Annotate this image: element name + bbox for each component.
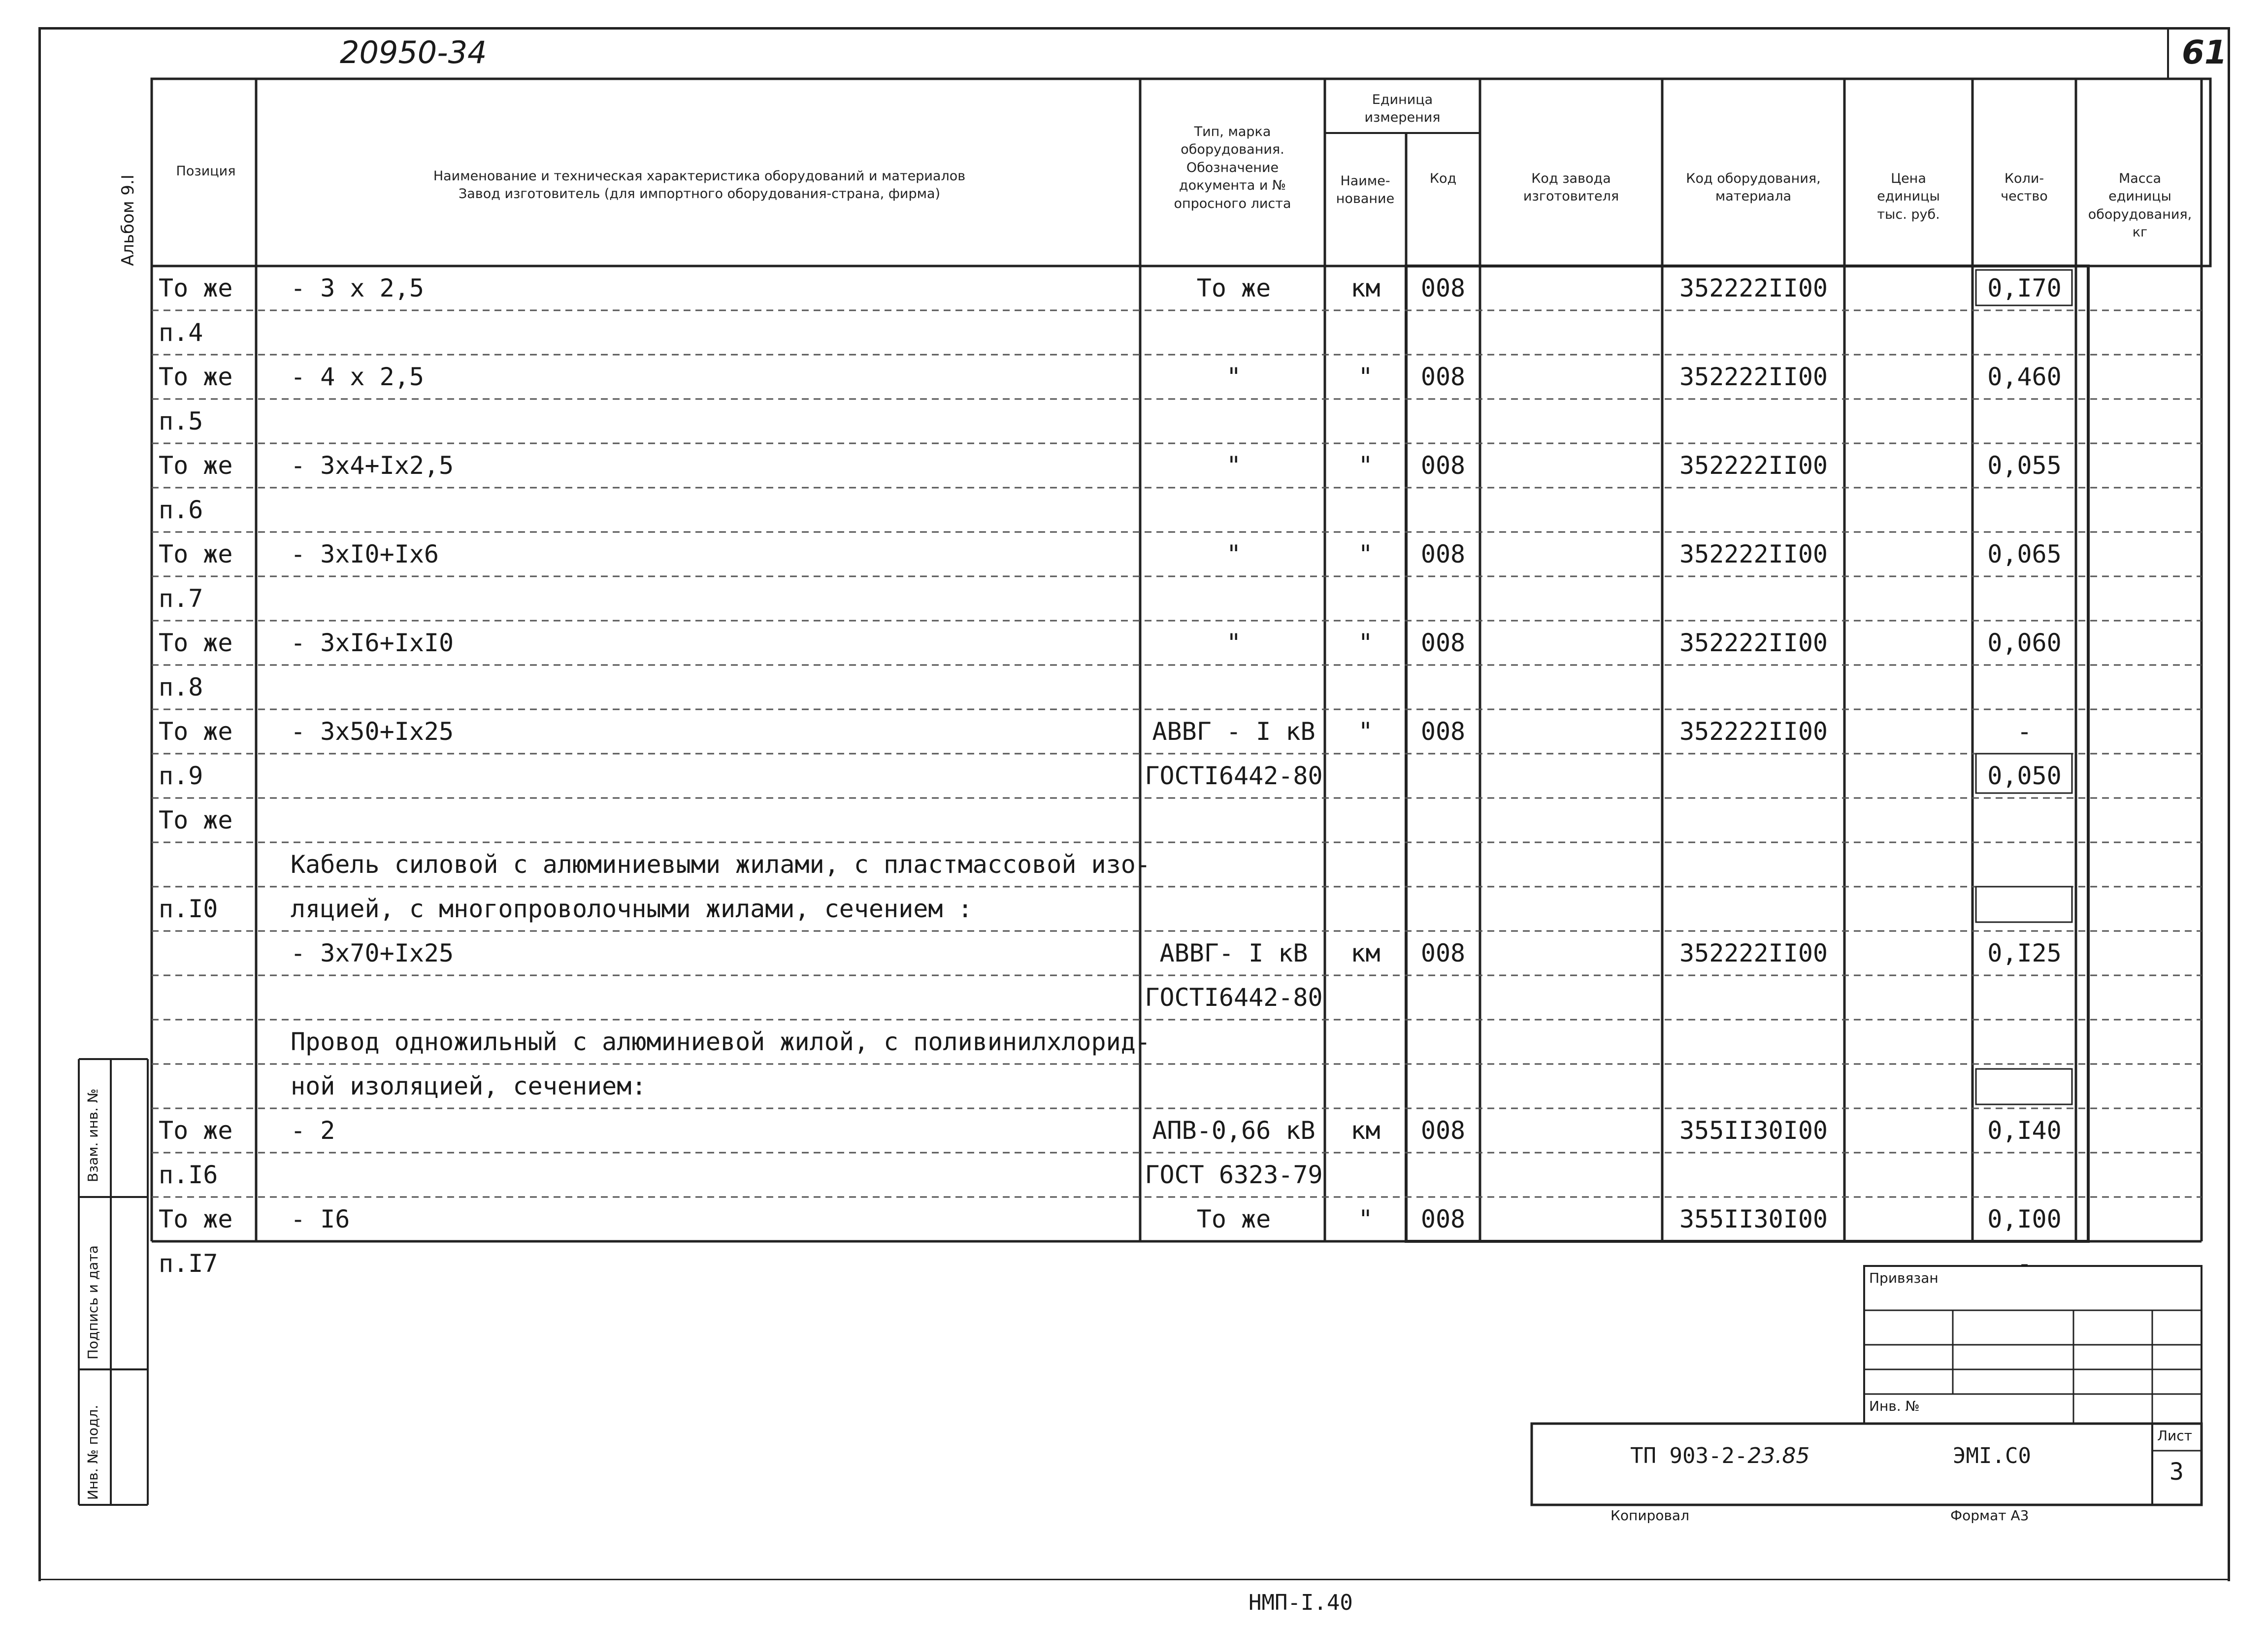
cell-name: - 2	[291, 1116, 335, 1145]
side-label-signature-date: Подпись и дата	[85, 1245, 101, 1360]
cell-unit: "	[1358, 451, 1373, 480]
cell-quantity: 0,065	[1987, 540, 2062, 568]
cell-type: АПВ-0,66 кВ	[1152, 1116, 1315, 1145]
cell-unit: "	[1358, 717, 1373, 746]
cell-quantity: 0,I40	[1987, 1116, 2062, 1145]
cell-position: То же	[159, 1205, 233, 1233]
cell-type: "	[1226, 451, 1242, 480]
cell-name: ляцией, с многопроволочными жилами, сечением :	[291, 895, 973, 923]
cell-unit: "	[1358, 363, 1373, 391]
cell-name: Провод одножильный с алюминиевой жилой, с поливинилхлорид-	[291, 1028, 1150, 1056]
page-number: 61	[2182, 33, 2227, 71]
cell-position: То же	[159, 451, 233, 480]
cell-name: - I6	[291, 1205, 350, 1233]
privyazan-label: Привязан	[1869, 1270, 1939, 1286]
cell-position: п.4	[159, 318, 203, 347]
cell-name: - 3 х 2,5	[291, 274, 424, 302]
cell-code: 008	[1420, 939, 1466, 967]
cell-position: п.7	[159, 584, 203, 613]
cell-type: АВВГ- I кВ	[1159, 939, 1308, 967]
header-unit-name: Наиме- нование	[1336, 173, 1395, 207]
cell-equipment-code: 355II30I00	[1679, 1205, 1828, 1233]
header-position: Позиция	[176, 164, 236, 179]
album-label: Альбом 9.I	[118, 174, 138, 266]
cell-quantity: 0,460	[1987, 363, 2062, 391]
cell-unit: км	[1350, 939, 1381, 967]
header-name: Наименование и техническая характеристика оборудований и материалов Завод изготовитель (для импортного оборудования-страна, фирма)	[433, 168, 966, 202]
inv-no-label: Инв. №	[1869, 1398, 1920, 1414]
cell-type: ГОСТ 6323-79	[1145, 1161, 1323, 1189]
cell-position: То же	[159, 1116, 233, 1145]
cell-equipment-code: 352222II00	[1679, 451, 1828, 480]
cell-position: п.I7	[159, 1249, 218, 1278]
document-code-suffix: 23.85	[1747, 1443, 1810, 1468]
header-factory-code: Код завода изготовителя	[1523, 171, 1619, 204]
cell-name: ной изоляцией, сечением:	[291, 1072, 647, 1100]
document-number: 20950-34	[340, 34, 487, 70]
cell-position: То же	[159, 540, 233, 568]
cell-unit: "	[1358, 540, 1373, 568]
cell-unit: "	[1358, 1205, 1373, 1233]
cell-name: - 4 х 2,5	[291, 363, 424, 391]
cell-equipment-code: 355II30I00	[1679, 1116, 1828, 1145]
cell-quantity: 0,050	[1987, 762, 2062, 790]
cell-position: п.6	[159, 496, 203, 524]
cell-type: "	[1226, 540, 1242, 568]
cell-position: То же	[159, 717, 233, 746]
cell-unit: "	[1358, 629, 1373, 657]
cell-position: п.5	[159, 407, 203, 435]
cell-code: 008	[1420, 451, 1466, 480]
cell-code: 008	[1420, 363, 1466, 391]
cell-name: Кабель силовой с алюминиевыми жилами, с пластмассовой изо-	[291, 850, 1150, 879]
cell-quantity: -	[2017, 717, 2032, 746]
cell-equipment-code: 352222II00	[1679, 629, 1828, 657]
cell-position: То же	[159, 629, 233, 657]
cell-position: п.9	[159, 762, 203, 790]
cell-equipment-code: 352222II00	[1679, 717, 1828, 746]
cell-code: 008	[1420, 629, 1466, 657]
side-label-inv-vzam: Взам. инв. №	[85, 1088, 101, 1182]
sheet-label: Лист	[2157, 1428, 2192, 1444]
side-label-inv-orig: Инв. № подл.	[85, 1404, 101, 1500]
cell-type: "	[1226, 629, 1242, 657]
format-label: Формат А3	[1950, 1507, 2029, 1524]
cell-name: - 3х70+Iх25	[291, 939, 454, 967]
cell-type: То же	[1196, 274, 1271, 302]
cell-position: То же	[159, 806, 233, 834]
cell-name: - 3х50+Iх25	[291, 717, 454, 746]
footer-stamp: НМП-I.40	[1249, 1590, 1353, 1615]
cell-unit: км	[1350, 274, 1381, 302]
cell-code: 008	[1420, 274, 1466, 302]
cell-quantity: 0,060	[1987, 629, 2062, 657]
header-quantity: Коли- чество	[2001, 171, 2048, 204]
cell-type: То же	[1196, 1205, 1271, 1233]
cell-type: АВВГ - I кВ	[1152, 717, 1315, 746]
cell-type: "	[1226, 363, 1242, 391]
cell-name: - 3хI6+IхI0	[291, 629, 454, 657]
cell-position: п.I6	[159, 1161, 218, 1189]
cell-position: п.8	[159, 673, 203, 701]
header-mass: Масса единицы оборудования, кг	[2088, 171, 2192, 240]
header-unit-code: Код	[1429, 171, 1457, 186]
header-equipment-code: Код оборудования, материала	[1686, 171, 1821, 204]
cell-type: ГОСТI6442-80	[1145, 983, 1323, 1012]
cell-type: ГОСТI6442-80	[1145, 762, 1323, 790]
cell-quantity: 0,I70	[1987, 274, 2062, 302]
sheet-number: 3	[2169, 1458, 2184, 1486]
document-code-prefix: ТП 903-2-	[1630, 1443, 1748, 1468]
cell-quantity: -	[2017, 1249, 2032, 1278]
document-code	[1630, 1443, 1809, 1468]
cell-code: 008	[1420, 540, 1466, 568]
cell-name: - 3х4+Iх2,5	[291, 451, 454, 480]
cell-position: То же	[159, 363, 233, 391]
header-unit-group: Единица измерения	[1364, 92, 1441, 126]
cell-equipment-code: 352222II00	[1679, 939, 1828, 967]
kopiroval-label: Копировал	[1611, 1507, 1689, 1524]
cell-quantity: 0,I00	[1987, 1205, 2062, 1233]
cell-position: То же	[159, 274, 233, 302]
section-code: ЭМI.С0	[1953, 1443, 2031, 1468]
cell-quantity: 0,I25	[1987, 939, 2062, 967]
cell-code: 008	[1420, 1116, 1466, 1145]
cell-quantity: 0,055	[1987, 451, 2062, 480]
cell-unit: км	[1350, 1116, 1381, 1145]
cell-equipment-code: 352222II00	[1679, 274, 1828, 302]
cell-name: - 3хI0+Iх6	[291, 540, 439, 568]
cell-equipment-code: 352222II00	[1679, 363, 1828, 391]
cell-code: 008	[1420, 1205, 1466, 1233]
cell-equipment-code: 352222II00	[1679, 540, 1828, 568]
cell-position: п.I0	[159, 895, 218, 923]
header-type: Тип, марка оборудования. Обозначение документа и № опросного листа	[1174, 124, 1291, 211]
header-price: Цена единицы тыс. руб.	[1877, 171, 1940, 222]
cell-code: 008	[1420, 717, 1466, 746]
